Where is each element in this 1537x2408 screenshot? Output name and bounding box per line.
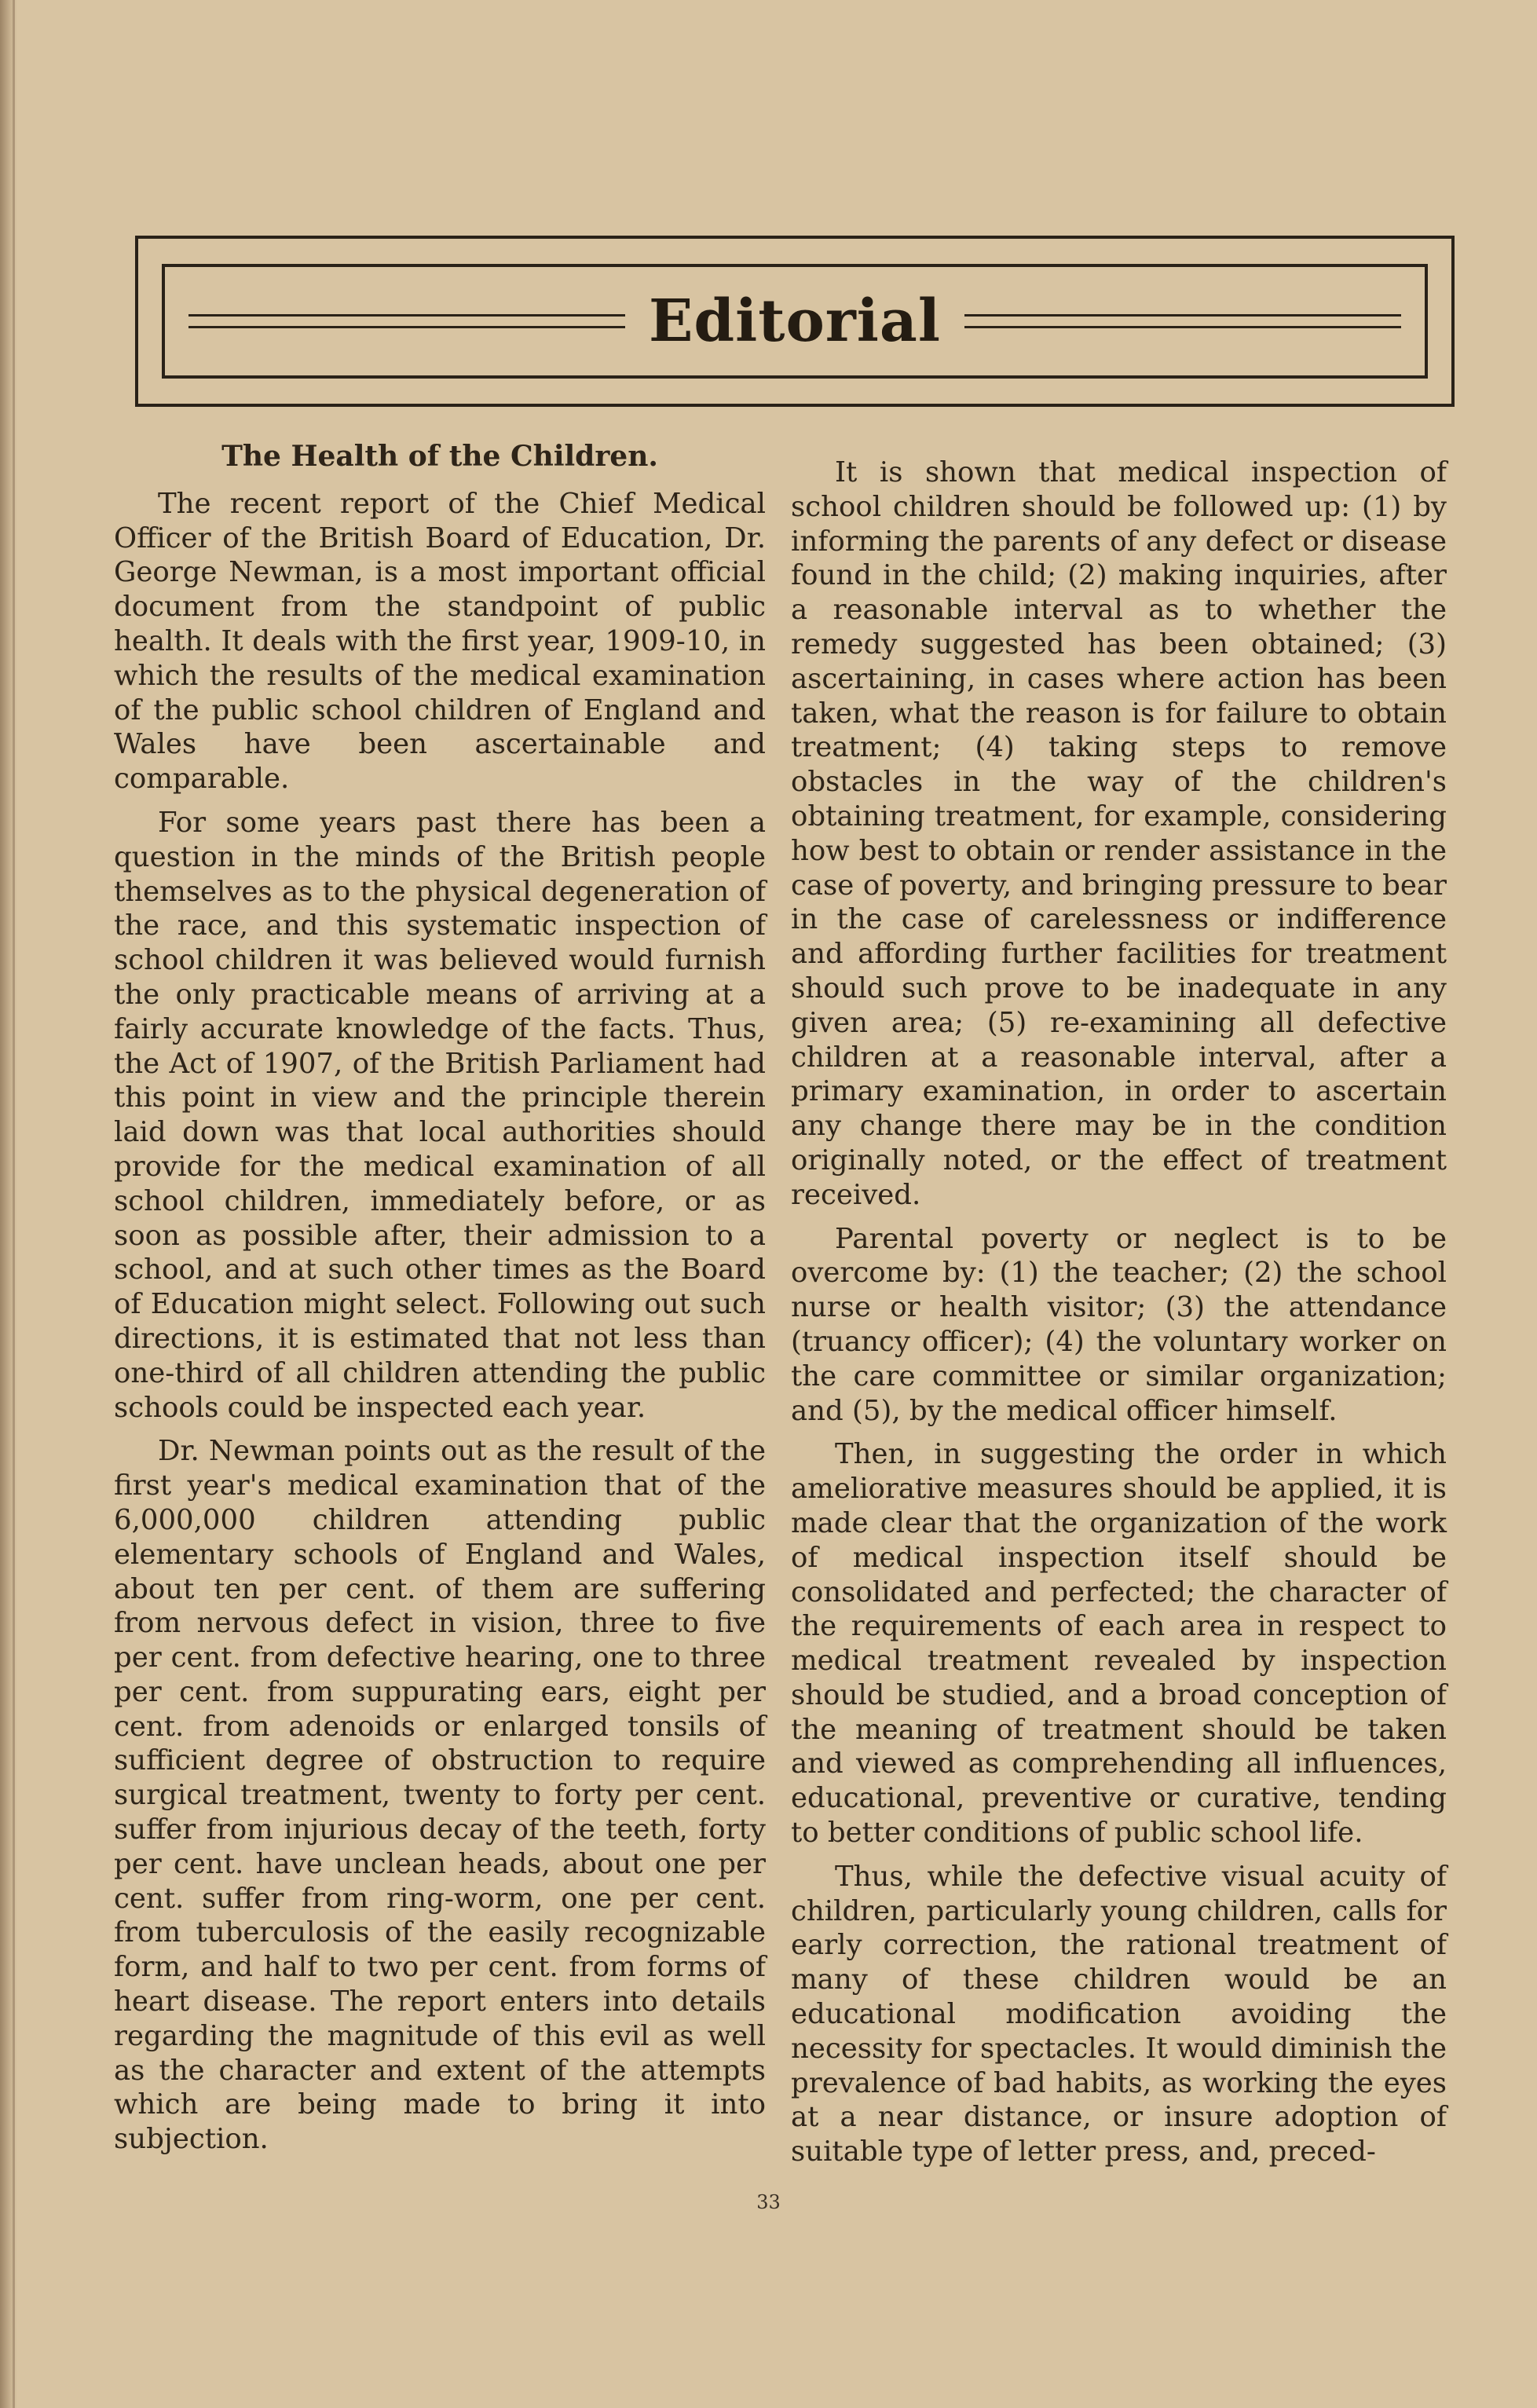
paragraph-right-1: It is shown that medical inspection of school children should be followed up: (1) by informing the parents of any defect or disease found in the child; (2) making inquiries, after a reasonable interval as to whether the remedy suggested has been obtained; (3) ascertaining, in cases where action has been taken, what the reason is for failure to obtain treatment; (4) taking steps to remove obstacles in the way of the children's obtaining treatment, for example, considering how best to obtain or render assistance in the case of poverty, and bringing pressure to bear in the case of carelessness or indifference and affording further facilities for treatment should such prove to be inadequate in any given area; (5) re-examining all defective children at a reasonable interval, after a primary examination, in order to ascertain any change there may be in the condition originally noted, or the effect of treatment received. <box>791 456 1447 1211</box>
paragraph-left-2: For some years past there has been a question in the minds of the British people themselves as to the physical degeneration of the race, and this systematic inspection of school children it was believed would furnish the only practicable means of arriving at a fairly accurate knowledge of the facts. Thus, the Act of 1907, of the British Parliament had this point in view and the principle therein laid down was that local authorities should provide for the medical examination of all school children, immediately before, or as soon as possible after, their admission to a school, and at such other times as the Board of Education might select. Following out such directions, it is estimated that not less than one-third of all children attending the public schools could be inspected each year. <box>114 806 766 1424</box>
right-column <box>791 456 1447 2179</box>
left-column <box>114 440 766 2166</box>
paragraph-left-3: Dr. Newman points out as the result of the first year's medical examination that of the 6,000,000 children attending public elementary schools of England and Wales, about ten per cent. of them are suffering from nervous defect in vision, three to five per cent. from defective hearing, one to three per cent. from suppurating ears, eight per cent. from adenoids or enlarged tonsils of sufficient degree of obstruction to require surgical treatment, twenty to forty per cent. suffer from injurious decay of the teeth, forty per cent. have unclean heads, about one per cent. suffer from ring-worm, one per cent. from tuberculosis of the easily recognizable form, and half to two per cent. from forms of heart disease. The report enters into details regarding the magnitude of this evil as well as the character and extent of the attempts which are being made to bring it into subjection. <box>114 1435 766 2156</box>
paragraph-right-2: Parental poverty or neglect is to be overcome by: (1) the teacher; (2) the school nurse or health visitor; (3) the attendance (truancy officer); (4) the voluntary worker on the care committee or similar organization; and (5), by the medical officer himself. <box>791 1222 1447 1427</box>
paragraph-right-4: Thus, while the defective visual acuity of children, particularly young children, calls for early correction, the rational treatment of many of these children would be an educational modification avoiding the necessity for spectacles. It would diminish the prevalence of bad habits, as working the eyes at a near distance, or insure adoption of suitable type of letter press, and, preced- <box>791 1860 1447 2168</box>
paragraph-right-3: Then, in suggesting the order in which ameliorative measures should be applied, it is made clear that the organization of the work of medical inspection itself should be consolidated and perfected; the character of the requirements of each area in respect to medical treatment revealed by inspection should be studied, and a broad conception of the meaning of treatment should be taken and viewed as comprehending all influences, educational, preventive or curative, tending to better conditions of public school life. <box>791 1438 1447 1850</box>
header-title: Editorial <box>649 287 941 355</box>
paragraph-left-1: The recent report of the Chief Medical Officer of the British Board of Education, Dr. George Newman, is a most important official document from the standpoint of public health. It deals with the first year, 1909-10, in which the results of the medical examination of the public school children of England and Wales have been ascertainable and comparable. <box>114 487 766 796</box>
header-rule-right <box>964 314 1401 328</box>
header-rule-left <box>188 314 625 328</box>
editorial-header <box>135 236 1455 407</box>
page-number: 33 <box>756 2191 781 2213</box>
editorial-header-inner <box>162 264 1428 379</box>
article-title: The Health of the Children. <box>221 440 658 473</box>
page-edge <box>0 0 17 2408</box>
